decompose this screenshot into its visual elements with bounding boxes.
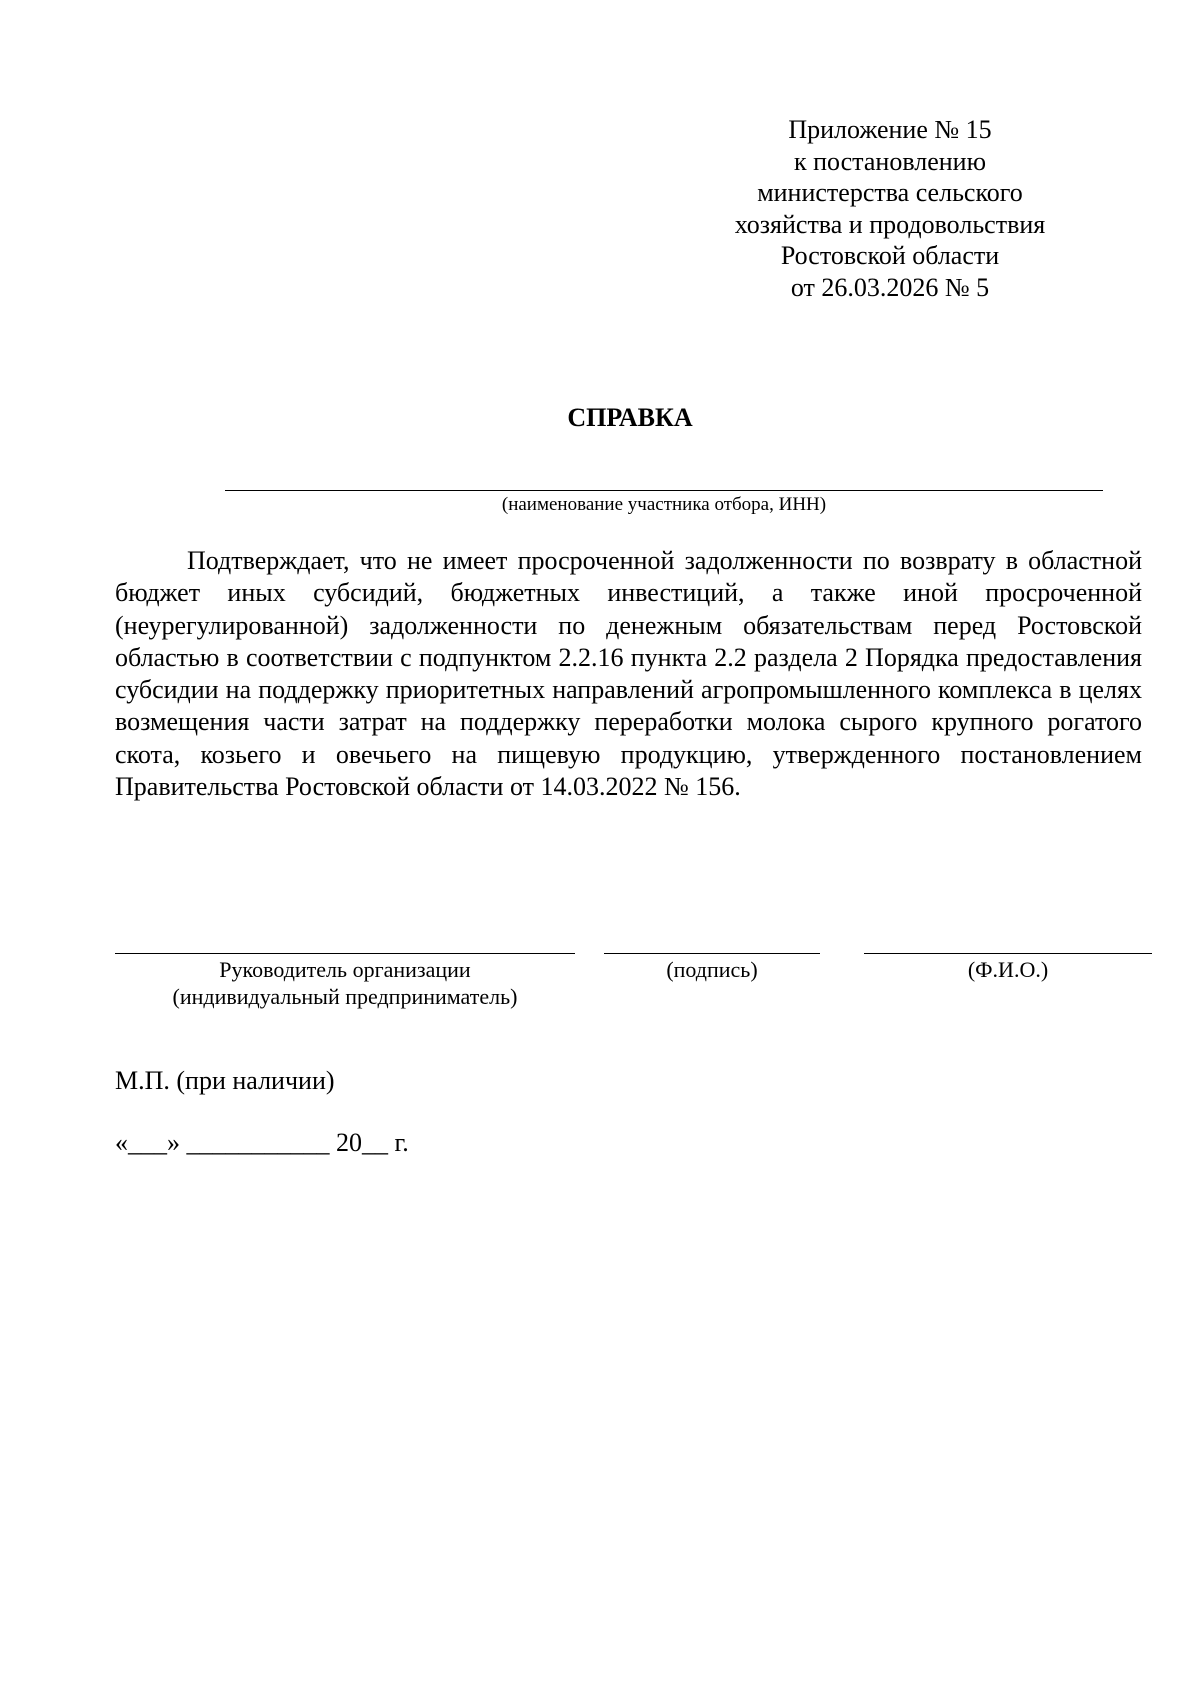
document-title: СПРАВКА bbox=[567, 403, 693, 432]
appendix-header bbox=[700, 114, 1080, 303]
head-caption-line: Руководитель организации bbox=[219, 957, 471, 982]
appendix-line: Приложение № 15 bbox=[788, 115, 992, 144]
appendix-line: хозяйства и продовольствия bbox=[734, 209, 1046, 239]
full-name-line bbox=[864, 953, 1152, 954]
appendix-line: от 26.03.2026 № 5 bbox=[790, 272, 990, 302]
body-paragraph: Подтверждает, что не имеет просроченной задолженности по возврату в областной бюджет иных субсидий, бюджетных инвестиций, а также иной просроченной (неурегулированной) задолженности по денежным обязательствам перед Ростовской областью в соответствии с подпунктом 2.2.16 пункта 2.2 раздела 2 Порядка предоставления субсидии на поддержку приоритетных направлений агропромышленного комплекса в целях возмещения части затрат на поддержку переработки молока сырого крупного рогатого скота, козьего и овечьего на пищевую продукцию, утвержденного постановлением Правительства Ростовской области от 14.03.2022 № 156. bbox=[115, 546, 1142, 802]
signature-line bbox=[604, 953, 820, 954]
full-name-caption: (Ф.И.О.) bbox=[967, 957, 1049, 982]
head-signature-line bbox=[115, 953, 575, 954]
participant-name-line bbox=[225, 490, 1103, 491]
date-field: «___» ___________ 20__ г. bbox=[115, 1128, 409, 1157]
signature-caption: (подпись) bbox=[666, 957, 758, 982]
appendix-line: министерства сельского bbox=[757, 178, 1023, 207]
stamp-placeholder: М.П. (при наличии) bbox=[115, 1066, 335, 1095]
appendix-line: Ростовской области bbox=[780, 241, 1000, 270]
head-caption bbox=[115, 956, 575, 1010]
participant-name-caption: (наименование участника отбора, ИНН) bbox=[501, 494, 827, 515]
appendix-line: к постановлению bbox=[793, 146, 987, 176]
head-caption-line: (индивидуальный предприниматель) bbox=[172, 984, 518, 1009]
